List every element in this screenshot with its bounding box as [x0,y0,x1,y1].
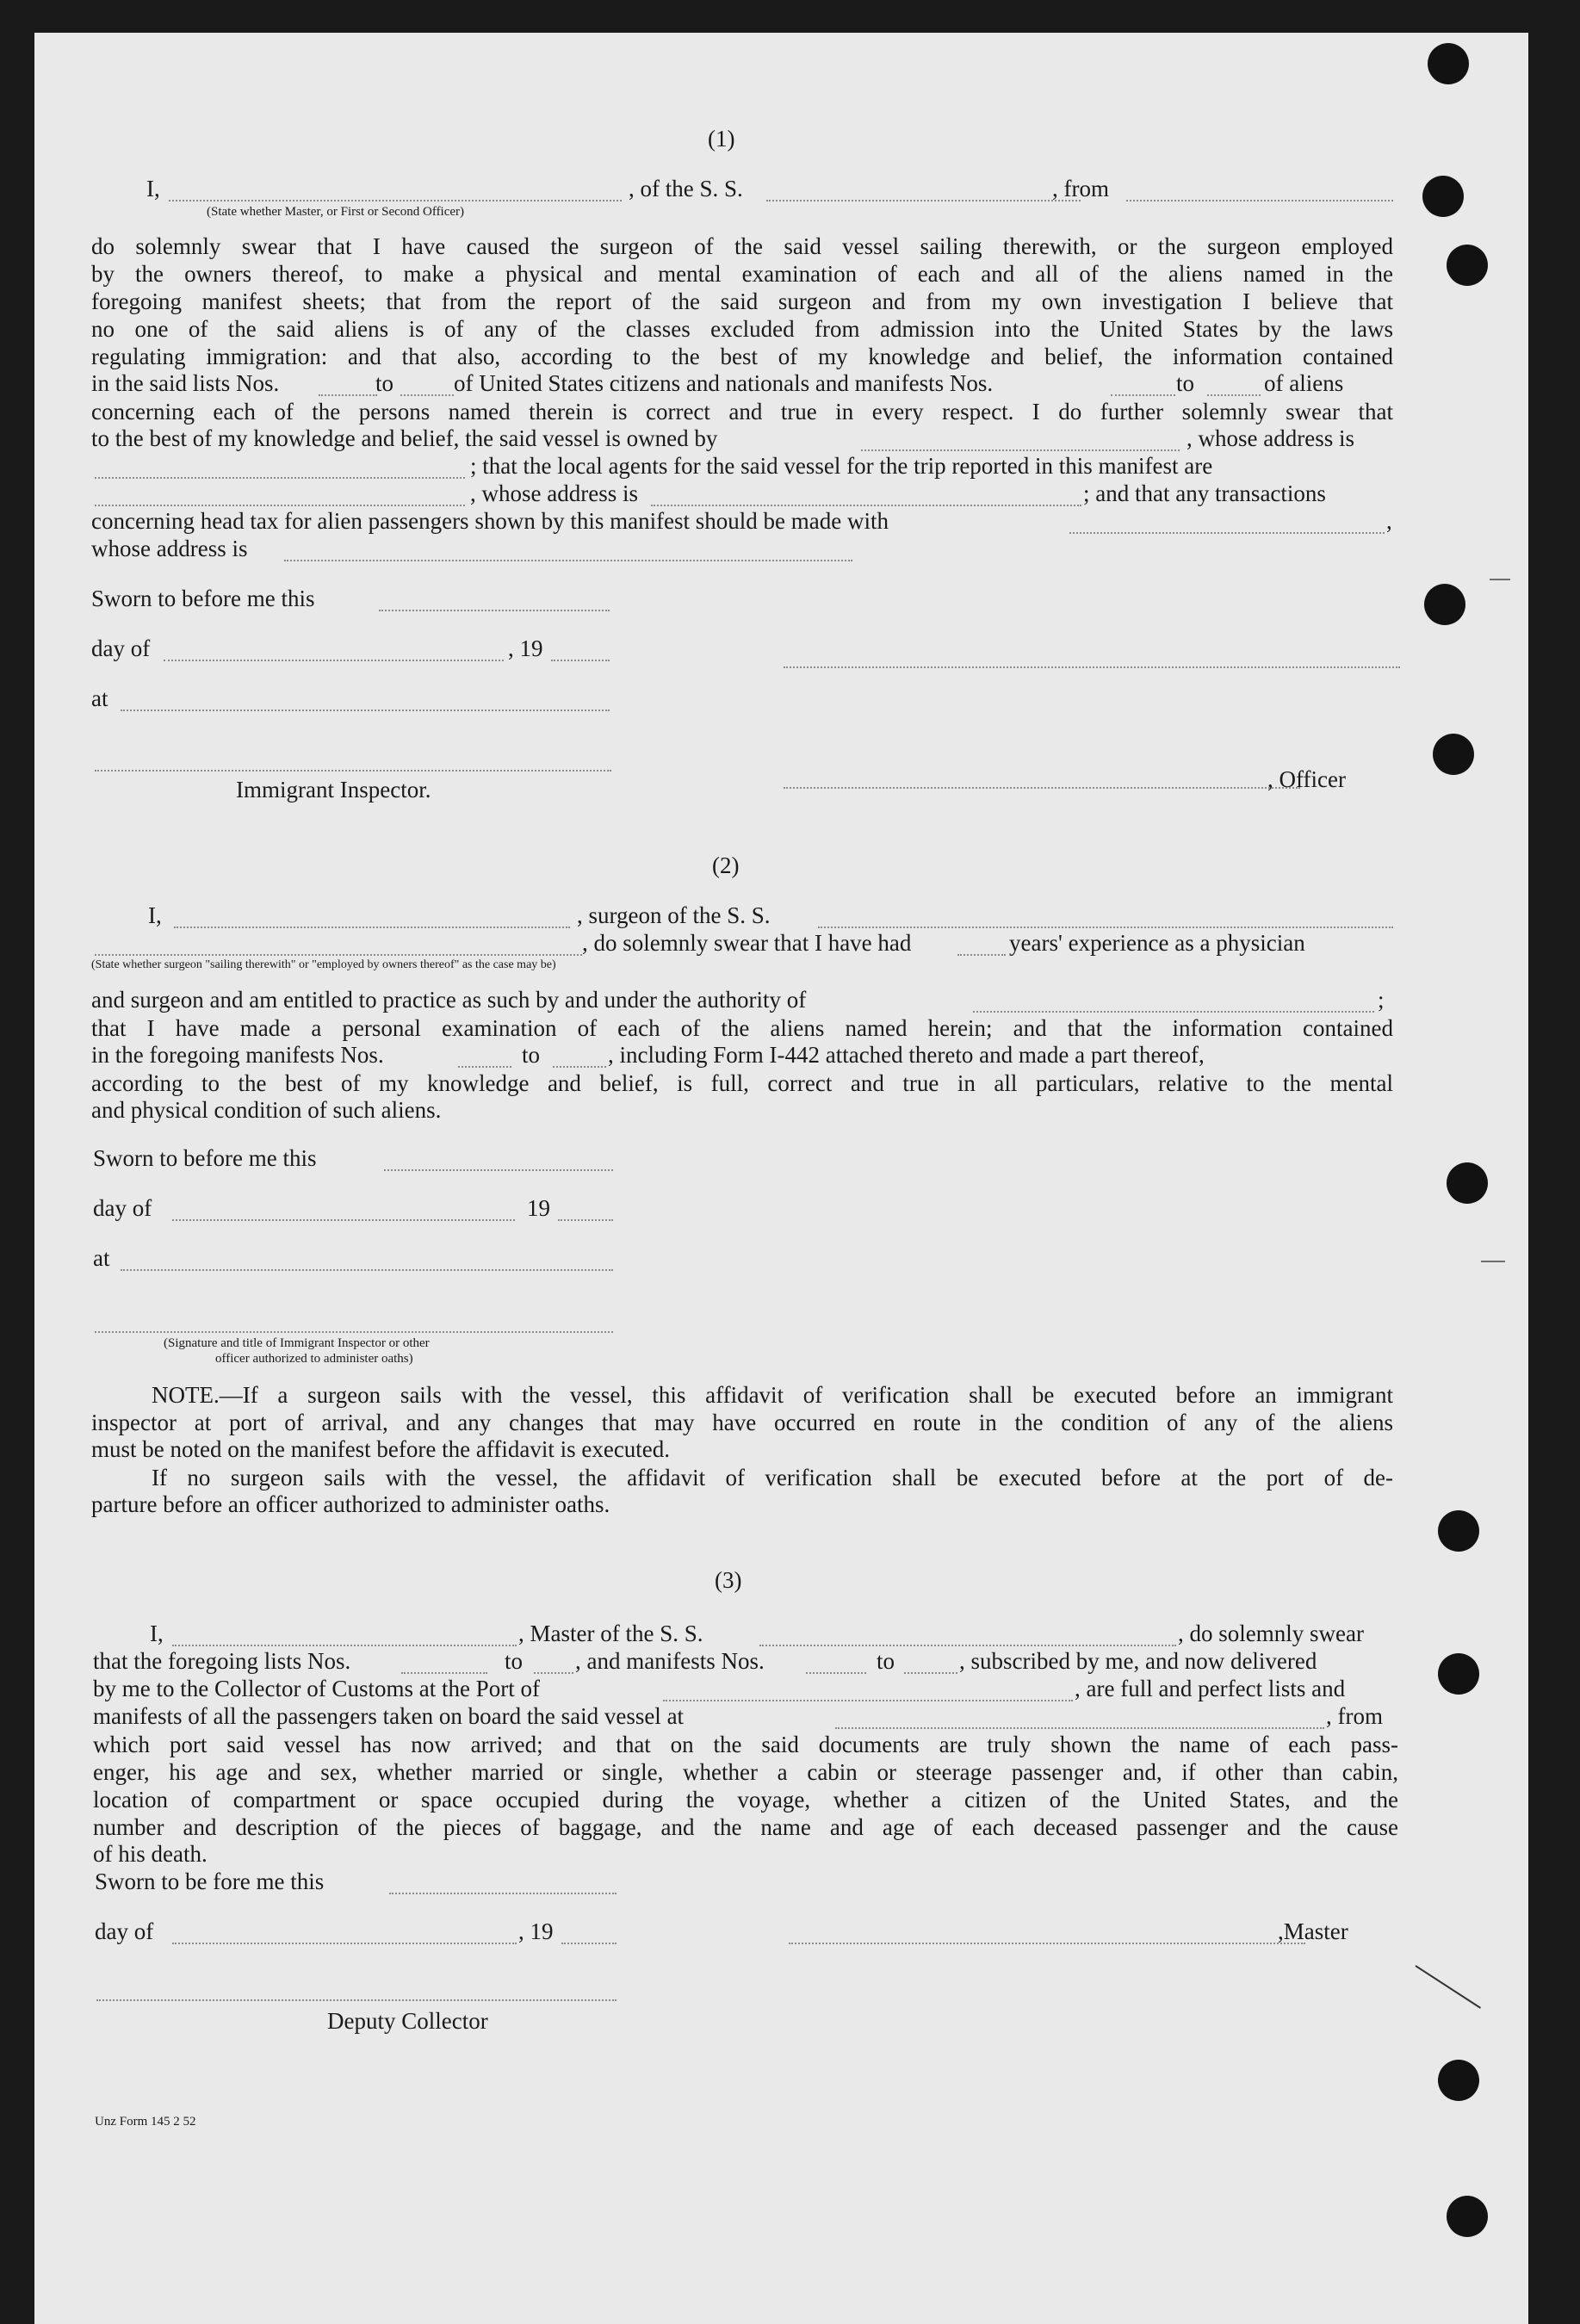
s1-from-field[interactable] [1126,200,1393,201]
note-line-5: parture before an officer authorized to administer oaths. [91,1491,610,1517]
s2-l5-a: in the foregoing manifests Nos. [91,1042,384,1068]
s2-at-field[interactable] [121,1269,613,1271]
s2-signature-note-1: (Signature and title of Immigrant Inspector or other [164,1336,430,1350]
s3-line-5: which port said vessel has now arrived; and that on the said documents are truly shown the name of each pass- [93,1732,1398,1757]
s1-inspector-signature-line[interactable] [95,770,611,772]
binder-hole-icon [1433,734,1474,775]
s3-line-6: enger, his age and sex, whether married or single, whether a cabin or steerage passenger and, if other than cabin, [93,1759,1398,1785]
s3-l2-c: , subscribed by me, and now delivered [959,1648,1317,1674]
s3-paragraph [93,1731,1398,1841]
s1-at-field[interactable] [121,710,610,711]
s1-l10-a: , whose address is [470,480,638,506]
s1-head-tax-field[interactable] [1069,532,1385,534]
s2-signature-note-2: officer authorized to administer oaths) [215,1352,413,1366]
s3-lists-to-field[interactable] [534,1672,573,1674]
s3-master-of-label: , Master of the S. S. [518,1621,703,1646]
s1-l9: ; that the local agents for the said vessel for the trip reported in this manifest are [470,453,1213,479]
s2-line-7: and physical condition of such aliens. [91,1097,442,1123]
s2-l3-a: and surgeon and am entitled to practice as such by and under the authority of [91,987,807,1013]
binder-hole-icon [1424,584,1465,625]
s3-l2-a: that the foregoing lists Nos. [93,1648,351,1674]
s2-vessel-field[interactable] [818,927,1393,928]
s1-l8-b: , whose address is [1187,425,1354,451]
s1-vessel-field[interactable] [766,200,1081,201]
s1-line-3: foregoing manifest sheets; that from the report of the said surgeon and from my own investigation I believe that [91,288,1393,314]
s3-l2-to1: to [505,1648,524,1674]
note-paragraph-2 [91,1464,1393,1491]
s2-at-label: at [93,1245,110,1271]
s1-l6-to2: to [1176,370,1195,396]
s1-line-1: do solemnly swear that I have caused the surgeon of the said vessel sailing therewith, or the surgeon employed [91,233,1393,259]
s2-l5-b: , including Form I-442 attached thereto and made a part thereof, [608,1042,1205,1068]
s2-surgeon-note: (State whether surgeon "sailing therewith" or "employed by owners thereof" as the case may be) [91,958,556,971]
s2-line-4: that I have made a personal examination of each of the aliens named herein; and that the information contained [91,1015,1393,1041]
note-line-4: If no surgeon sails with the vessel, the affidavit of verification shall be executed before at the port of de- [152,1465,1393,1490]
s2-year-field[interactable] [558,1219,613,1221]
s2-surgeon-type-field[interactable] [95,954,582,956]
s1-l10-b: ; and that any transactions [1083,480,1326,506]
s3-line-9: of his death. [93,1841,208,1867]
s1-day-of-label: day of [91,635,151,661]
s1-line-2: by the owners thereof, to make a physical and mental examination of each and all of the aliens named in the [91,261,1393,287]
s1-l12: whose address is [91,536,248,561]
s2-authority-field[interactable] [973,1011,1374,1013]
s1-i-label: I, [146,176,160,201]
s2-nineteen: 19 [527,1195,550,1221]
s2-years-field[interactable] [957,954,1006,956]
note-line-3: must be noted on the manifest before the affidavit is executed. [91,1436,671,1462]
s3-lists-from-field[interactable] [401,1672,487,1674]
s2-surgeon-of-label: , surgeon of the S. S. [577,902,771,928]
s2-sworn-date-field[interactable] [384,1169,613,1171]
s1-owner-field[interactable] [861,449,1180,451]
s2-sworn-label: Sworn to before me this [93,1145,317,1171]
s1-l11-b: , [1386,508,1392,534]
s3-l2-b: , and manifests Nos. [575,1648,765,1674]
s3-master-name-field[interactable] [172,1645,517,1646]
s2-line-6: according to the best of my knowledge and belief, is full, correct and true in all particulars, relative to the mental [91,1070,1393,1096]
s2-line-4-wrap [91,1014,1393,1042]
s2-l5-to: to [522,1042,541,1068]
margin-mark [1490,579,1510,580]
binder-hole-icon [1447,2196,1488,2237]
form-identifier: Unz Form 145 2 52 [95,2115,196,2129]
binder-hole-icon [1447,245,1488,286]
s1-sworn-date-field[interactable] [379,610,610,611]
s3-line-7: location of compartment or space occupied during the voyage, whether a citizen of the United States, and the [93,1787,1398,1813]
s1-line-7: concerning each of the persons named therein is correct and true in every respect. I do further solemnly swear that [91,399,1393,425]
s1-officer-name-field[interactable] [169,200,622,201]
s1-line-4: no one of the said aliens is of any of the classes excluded from admission into the United States by the laws [91,316,1393,342]
s1-l6-c: of aliens [1264,370,1344,396]
s2-signature-line[interactable] [95,1331,613,1333]
pen-stroke-mark [1415,1965,1481,2009]
s1-agents-address-field[interactable] [651,505,1081,506]
s3-deputy-label: Deputy Collector [327,2008,488,2034]
section-3-number: (3) [715,1567,742,1593]
s3-year-field[interactable] [561,1943,617,1944]
s3-i-label: I, [150,1621,164,1646]
s3-master-signature-line[interactable] [789,1943,1305,1944]
binder-hole-icon [1438,1510,1479,1552]
form-page [34,33,1528,2324]
s3-port-field[interactable] [663,1700,1073,1701]
s1-lists-from-field[interactable] [319,394,377,396]
s1-at-label: at [91,685,108,711]
s1-year-field[interactable] [551,660,610,661]
s1-nineteen: , 19 [508,635,543,661]
s3-day-of-label: day of [95,1918,154,1944]
s1-sworn-label: Sworn to before me this [91,586,315,611]
s3-sworn-label: Sworn to be fore me this [95,1868,325,1894]
s3-l4-a: manifests of all the passengers taken on board the said vessel at [93,1703,685,1729]
s1-of-ss-label: , of the S. S. [629,176,743,201]
s3-line-8: number and description of the pieces of baggage, and the name and age of each deceased passenger and the cause [93,1814,1398,1840]
s3-manifests-to-field[interactable] [904,1672,957,1674]
s2-l3-b: ; [1378,987,1385,1013]
s3-sworn-date-field[interactable] [389,1893,617,1894]
s1-officer-signature-line-1[interactable] [784,666,1400,668]
s1-owner-address-field[interactable] [95,477,465,479]
s3-day-field[interactable] [172,1943,517,1944]
margin-mark [1481,1261,1505,1262]
s3-l3-b: , are full and perfect lists and [1075,1676,1346,1701]
s1-line-7-wrap [91,398,1393,425]
s1-line-5: regulating immigration: and that also, according to the best of my knowledge and belief, the information contained [91,344,1393,369]
s1-officer-label: , Officer [1267,766,1346,792]
s1-head-tax-address-field[interactable] [284,560,852,561]
s2-manifests-to-field[interactable] [553,1066,606,1068]
s2-manifests-from-field[interactable] [458,1066,511,1068]
s3-swear-label: , do solemnly swear [1178,1621,1364,1646]
binder-hole-icon [1422,176,1464,217]
s1-l6-to1: to [375,370,394,396]
s1-from-label: , from [1052,176,1109,201]
s1-agents-field[interactable] [95,505,465,506]
binder-hole-icon [1428,43,1469,84]
s1-l8-a: to the best of my knowledge and belief, the said vessel is owned by [91,425,718,451]
s1-officer-note: (State whether Master, or First or Second Officer) [207,205,465,219]
s2-surgeon-name-field[interactable] [174,927,570,928]
section-1-number: (1) [708,126,735,152]
s3-l3-a: by me to the Collector of Customs at the Port of [93,1676,540,1701]
s1-l6-b: of United States citizens and nationals and manifests Nos. [454,370,994,396]
binder-hole-icon [1447,1162,1488,1204]
s1-inspector-label: Immigrant Inspector. [236,777,431,803]
s1-l11-a: concerning head tax for alien passengers shown by this manifest should be made with [91,508,889,534]
binder-hole-icon [1438,1653,1479,1695]
s2-day-of-label: day of [93,1195,152,1221]
s2-l2-b: years' experience as a physician [1009,930,1305,956]
section-2-number: (2) [712,852,740,878]
s1-officer-signature-line-2[interactable] [784,787,1300,789]
binder-hole-icon [1438,2060,1479,2101]
s1-l6-a: in the said lists Nos. [91,370,280,396]
s2-l2-a: , do solemnly swear that I have had [582,930,912,956]
s2-i-label: I, [148,902,162,928]
s1-paragraph [91,232,1393,370]
note-line-2: inspector at port of arrival, and any changes that may have occurred en route in the condition of any of the aliens [91,1410,1393,1435]
s3-master-label: ,Master [1278,1918,1348,1944]
s3-nineteen: , 19 [518,1918,554,1944]
s1-day-field[interactable] [164,660,504,661]
s3-boarding-port-field[interactable] [835,1727,1324,1729]
s2-line-6-wrap [91,1069,1393,1097]
note-line-1: NOTE.—If a surgeon sails with the vessel, this affidavit of verification shall be executed before an immigrant [152,1382,1393,1408]
s3-deputy-signature-line[interactable] [96,1999,617,2001]
s3-l4-b: , from [1326,1703,1383,1729]
s1-manifests-to-field[interactable] [1207,394,1261,396]
s3-l2-to2: to [877,1648,895,1674]
s1-lists-to-field[interactable] [400,394,454,396]
s3-manifests-from-field[interactable] [806,1672,866,1674]
s1-manifests-from-field[interactable] [1111,394,1175,396]
s3-vessel-field[interactable] [759,1645,1176,1646]
s2-day-field[interactable] [172,1219,515,1221]
note-paragraph-1 [91,1381,1393,1436]
